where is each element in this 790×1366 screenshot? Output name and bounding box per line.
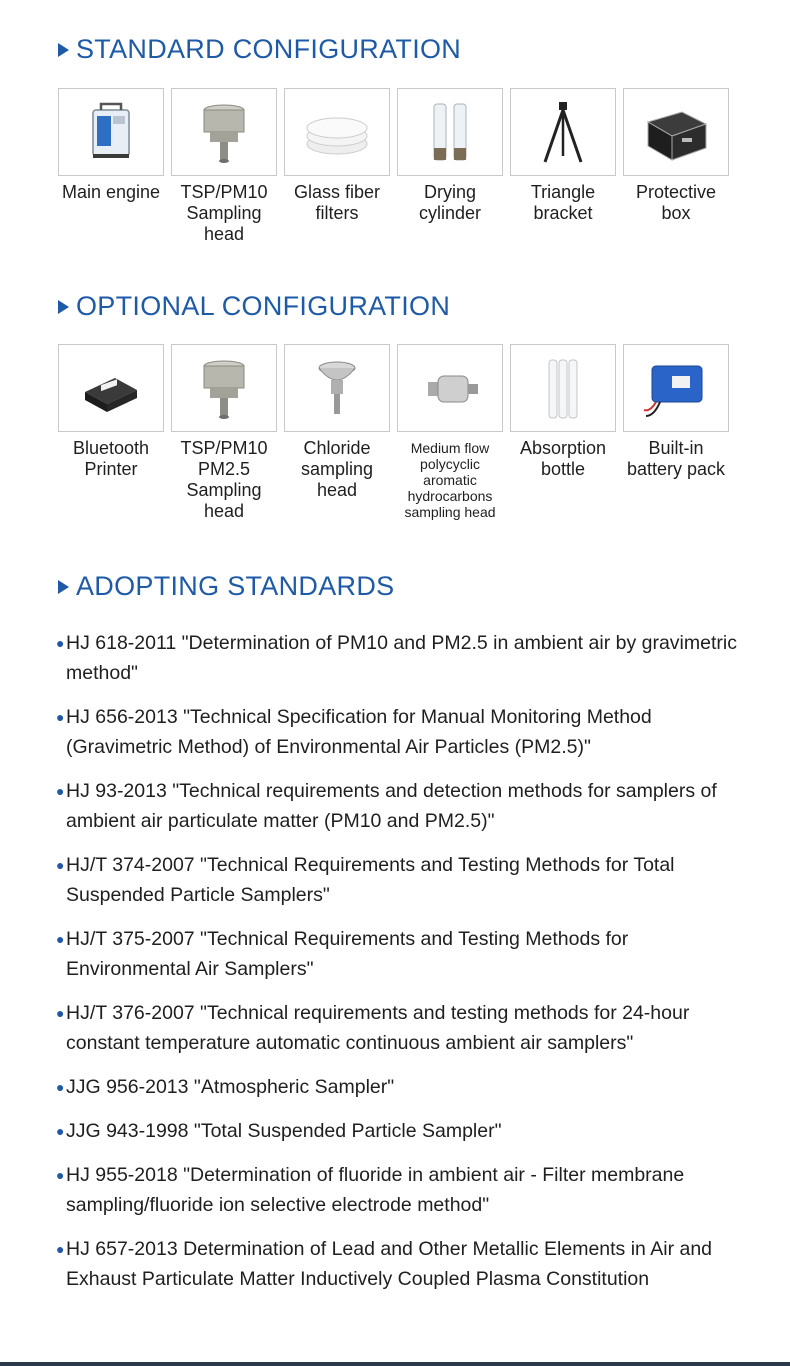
absorption-bottle-icon [510,344,616,432]
standard-config-heading [58,34,461,65]
bullet-icon: ● [56,635,65,651]
triangle-bullet-icon [58,43,69,57]
config-item-label: Medium flow polycyclic aromatic hydrocarbons sampling head [404,440,496,520]
config-item-label: Triangle bracket [530,182,596,223]
standard-config-grid [58,88,728,245]
config-item-label: TSP/PM10 PM2.5 Sampling head [180,438,268,521]
bullet-icon: ● [56,783,65,799]
filters-icon [284,88,390,176]
battery-icon [623,344,729,432]
triangle-bullet-icon [58,300,69,314]
bullet-icon: ● [56,1167,65,1183]
config-item [397,88,503,245]
bullet-icon: ● [56,1241,65,1257]
bullet-icon: ● [56,1123,65,1139]
standards-heading [58,571,394,602]
config-item [58,344,164,522]
list-item: ● JJG 956-2013 "Atmospheric Sampler" [56,1072,746,1102]
optional-config-grid [58,344,728,522]
list-item: ● HJ/T 374-2007 "Technical Requirements and Testing Methods for Total Suspended Particle Samplers" [56,850,746,910]
config-item-label: Bluetooth Printer [72,438,150,479]
config-item [171,88,277,245]
drying-cylinder-icon [397,88,503,176]
standards-title: ADOPTING STANDARDS [76,571,395,601]
config-item-label: Drying cylinder [418,182,482,223]
main-engine-icon [58,88,164,176]
bullet-icon: ● [56,931,65,947]
sampling-head-icon [171,344,277,432]
sampling-head-icon [171,88,277,176]
config-item-label: Chloride sampling head [300,438,374,500]
pah-head-icon [397,344,503,432]
list-item: ● HJ 657-2013 Determination of Lead and Other Metallic Elements in Air and Exhaust Particulate Matter Inductively Coupled Plasma Constitution [56,1234,746,1294]
config-item [510,344,616,522]
optional-config-title: OPTIONAL CONFIGURATION [76,291,451,321]
tripod-icon [510,88,616,176]
config-item-label: Protective box [635,182,717,223]
config-item [58,88,164,245]
case-icon [623,88,729,176]
chloride-head-icon [284,344,390,432]
config-item [397,344,503,522]
standard-config-title: STANDARD CONFIGURATION [76,34,462,64]
config-item-label: TSP/PM10 Sampling head [180,182,268,244]
bullet-icon: ● [56,709,65,725]
config-item-label: Main engine [61,182,161,202]
printer-icon [58,344,164,432]
list-item: ● HJ 93-2013 "Technical requirements and detection methods for samplers of ambient air particulate matter (PM10 and PM2.5)" [56,776,746,836]
triangle-bullet-icon [58,580,69,594]
config-item-label: Absorption bottle [519,438,607,479]
config-item-label: Built-in battery pack [626,438,726,479]
config-item-label: Glass fiber filters [293,182,381,223]
standards-list [56,628,746,1308]
list-item: ● HJ 656-2013 "Technical Specification for Manual Monitoring Method (Gravimetric Method) of Environmental Air Particles (PM2.5)" [56,702,746,762]
list-item: ● HJ/T 375-2007 "Technical Requirements and Testing Methods for Environmental Air Samplers" [56,924,746,984]
list-item: ● HJ/T 376-2007 "Technical requirements and testing methods for 24-hour constant temperature automatic continuous ambient air samplers" [56,998,746,1058]
optional-config-heading [58,291,450,322]
list-item: ● HJ 955-2018 "Determination of fluoride in ambient air - Filter membrane sampling/fluoride ion selective electrode method" [56,1160,746,1220]
bullet-icon: ● [56,1079,65,1095]
list-item: ● HJ 618-2011 "Determination of PM10 and PM2.5 in ambient air by gravimetric method" [56,628,746,688]
bottom-divider [0,1362,790,1366]
config-item [284,88,390,245]
config-item [510,88,616,245]
bullet-icon: ● [56,857,65,873]
bullet-icon: ● [56,1005,65,1021]
config-item [623,344,729,522]
list-item: ● JJG 943-1998 "Total Suspended Particle Sampler" [56,1116,746,1146]
config-item [284,344,390,522]
config-item [171,344,277,522]
config-item [623,88,729,245]
